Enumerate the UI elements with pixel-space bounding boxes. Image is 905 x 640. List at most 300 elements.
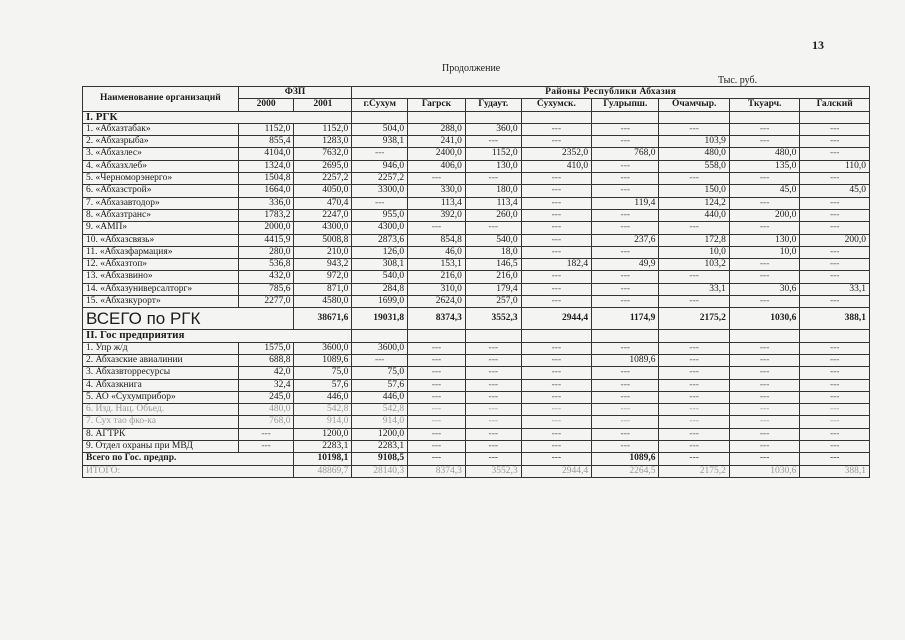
region-value-cell: --- [521,342,591,354]
region-value-cell: 2400,0 [408,148,466,160]
fzp-2000-cell: 1504,8 [238,173,294,185]
header-region: Сухумск. [521,99,591,111]
org-name-cell: 11. «Абхазфармация» [83,246,239,258]
region-value-cell: --- [465,136,521,148]
fzp-2000-cell: 336,0 [238,197,294,209]
header-region: г.Сухум [352,99,408,111]
fzp-2001-cell: 2257,2 [294,173,352,185]
fzp-2001-cell: 75,0 [294,367,352,379]
region-value-cell: --- [408,222,466,234]
total-row [83,308,870,330]
total-fzp-2001-cell: 48869,7 [294,465,352,477]
total-region-cell: 8374,3 [408,465,466,477]
table-row [83,136,870,148]
fzp-2001-cell: 871,0 [294,283,352,295]
region-value-cell: --- [729,173,799,185]
section-header-row [83,111,870,123]
region-value-cell: 1089,6 [592,354,659,366]
fzp-2000-cell: 245,0 [238,391,294,403]
region-value-cell: --- [659,416,729,428]
org-name-cell: 8. «Абхазтранс» [83,209,239,221]
table-row [83,148,870,160]
total-region-cell: 19031,8 [352,308,408,330]
fzp-2001-cell: 542,8 [294,404,352,416]
region-value-cell: 2283,1 [352,441,408,453]
total-region-cell: --- [521,453,591,465]
header-regions: Районы Республики Абхазия [352,87,870,99]
fzp-2000-cell: 855,4 [238,136,294,148]
region-value-cell: 2624,0 [408,296,466,308]
org-name-cell: 8. АГТРК [83,428,239,440]
fzp-2001-cell: 7632,0 [294,148,352,160]
total-row [83,465,870,477]
region-value-cell: --- [800,148,870,160]
table-row [83,354,870,366]
region-value-cell: --- [729,428,799,440]
region-value-cell: 504,0 [352,123,408,135]
region-value-cell: 955,0 [352,209,408,221]
org-name-cell: 15. «Абхазкурорт» [83,296,239,308]
region-value-cell: --- [592,404,659,416]
table-row [83,404,870,416]
region-value-cell: 938,1 [352,136,408,148]
region-value-cell: --- [800,354,870,366]
region-value-cell: --- [800,441,870,453]
region-value-cell: --- [521,173,591,185]
region-value-cell: --- [729,136,799,148]
fzp-2000-cell: 785,6 [238,283,294,295]
region-value-cell: --- [592,173,659,185]
region-value-cell: 113,4 [465,197,521,209]
region-value-cell: 360,0 [465,123,521,135]
region-value-cell: --- [465,342,521,354]
region-value-cell: --- [659,296,729,308]
org-name-cell: 7. Сух тао фко-ка [83,416,239,428]
empty-cell [465,111,521,123]
org-name-cell: 10. «Абхазсвязь» [83,234,239,246]
region-value-cell: --- [408,428,466,440]
region-value-cell: 179,4 [465,283,521,295]
region-value-cell: 4300,0 [352,222,408,234]
region-value-cell: --- [659,379,729,391]
region-value-cell: --- [800,136,870,148]
fzp-2001-cell: 446,0 [294,391,352,403]
org-name-cell: 3. «Абхазлес» [83,148,239,160]
region-value-cell: 46,0 [408,246,466,258]
region-value-cell: 540,0 [352,271,408,283]
fzp-2001-cell: 4300,0 [294,222,352,234]
region-value-cell: --- [521,404,591,416]
fzp-2001-cell: 57,6 [294,379,352,391]
org-name-cell: 12. «Абхазтоп» [83,259,239,271]
region-value-cell: --- [592,441,659,453]
continuation-label: Продолжение [442,63,501,74]
section-header-row [83,330,870,342]
region-value-cell: --- [800,173,870,185]
region-value-cell: 946,0 [352,160,408,172]
total-region-cell: 2175,2 [659,465,729,477]
table-row [83,185,870,197]
fzp-2000-cell: 536,8 [238,259,294,271]
region-value-cell: --- [800,404,870,416]
fzp-2001-cell: 4050,0 [294,185,352,197]
region-value-cell: --- [521,271,591,283]
region-value-cell: --- [592,379,659,391]
total-fzp-2001-cell: 38671,6 [294,308,352,330]
total-label: ИТОГО: [83,465,294,477]
fzp-2001-cell: 2695,0 [294,160,352,172]
org-name-cell: 3. Абхазвторресурсы [83,367,239,379]
fzp-2000-cell: 1324,0 [238,160,294,172]
region-value-cell: 2257,2 [352,173,408,185]
empty-cell [408,111,466,123]
region-value-cell: --- [352,148,408,160]
fzp-2000-cell: 1664,0 [238,185,294,197]
region-value-cell: --- [729,342,799,354]
empty-cell [592,111,659,123]
region-value-cell: --- [592,428,659,440]
region-value-cell: 330,0 [408,185,466,197]
empty-cell [729,330,799,342]
table-row [83,222,870,234]
region-value-cell: --- [521,246,591,258]
table-row [83,271,870,283]
region-value-cell: 130,0 [729,234,799,246]
region-value-cell: --- [465,428,521,440]
region-value-cell: --- [521,222,591,234]
region-value-cell: --- [800,246,870,258]
region-value-cell: --- [800,123,870,135]
region-value-cell: --- [800,296,870,308]
region-value-cell: --- [800,367,870,379]
org-name-cell: 9. Отдел охраны при МВД [83,441,239,453]
region-value-cell: --- [800,379,870,391]
fzp-2001-cell: 2247,0 [294,209,352,221]
region-value-cell: 182,4 [521,259,591,271]
total-row [83,453,870,465]
region-value-cell: 446,0 [352,391,408,403]
region-value-cell: --- [465,404,521,416]
org-name-cell: 4. «Абхазхлеб» [83,160,239,172]
region-value-cell: --- [408,416,466,428]
region-value-cell: --- [408,391,466,403]
fzp-2000-cell: 4415,9 [238,234,294,246]
region-value-cell: 150,0 [659,185,729,197]
fzp-2000-cell: 688,8 [238,354,294,366]
region-value-cell: --- [659,367,729,379]
org-name-cell: 2. Абхазские авиалинии [83,354,239,366]
fzp-2001-cell: 1200,0 [294,428,352,440]
region-value-cell: --- [521,296,591,308]
region-value-cell: 914,0 [352,416,408,428]
region-value-cell: --- [465,441,521,453]
region-value-cell: --- [408,367,466,379]
table-row [83,428,870,440]
empty-cell [521,111,591,123]
region-value-cell: --- [659,404,729,416]
region-value-cell: --- [729,367,799,379]
region-value-cell: --- [465,416,521,428]
empty-cell [408,330,466,342]
org-name-cell: 9. «АМП» [83,222,239,234]
region-value-cell: --- [352,197,408,209]
total-region-cell: 2944,4 [521,308,591,330]
region-value-cell: 216,0 [465,271,521,283]
region-value-cell: 75,0 [352,367,408,379]
empty-cell [352,330,408,342]
empty-cell [729,111,799,123]
region-value-cell: --- [521,283,591,295]
region-value-cell: 110,0 [800,160,870,172]
org-name-cell: 1. Упр ж/д [83,342,239,354]
header-org: Наименование организаций [83,87,239,112]
fzp-2000-cell: 280,0 [238,246,294,258]
region-value-cell: --- [729,391,799,403]
region-value-cell: 257,0 [465,296,521,308]
region-value-cell: 216,0 [408,271,466,283]
fzp-2000-cell: 4104,0 [238,148,294,160]
total-label: Всего по Гос. предпр. [83,453,294,465]
fzp-2001-cell: 3600,0 [294,342,352,354]
page-number: 13 [812,38,824,52]
table-row [83,296,870,308]
fzp-2001-cell: 210,0 [294,246,352,258]
region-value-cell: 480,0 [729,148,799,160]
region-value-cell: --- [729,404,799,416]
region-value-cell: 410,0 [521,160,591,172]
region-value-cell: --- [521,441,591,453]
table-row [83,209,870,221]
region-value-cell: --- [659,428,729,440]
region-value-cell: 558,0 [659,160,729,172]
table-row [83,123,870,135]
fzp-2000-cell: 1152,0 [238,123,294,135]
region-value-cell: --- [729,379,799,391]
region-value-cell: --- [521,234,591,246]
fzp-2001-cell: 914,0 [294,416,352,428]
table-row [83,160,870,172]
empty-cell [352,111,408,123]
region-value-cell: 49,9 [592,259,659,271]
region-value-cell: --- [729,259,799,271]
region-value-cell: --- [592,296,659,308]
table-row [83,391,870,403]
region-value-cell: 768,0 [592,148,659,160]
empty-cell [521,330,591,342]
org-name-cell: 6. «Абхазстрой» [83,185,239,197]
header-fzp: ФЗП [238,87,352,99]
fzp-2000-cell: 42,0 [238,367,294,379]
region-value-cell: --- [592,123,659,135]
region-value-cell: --- [408,354,466,366]
region-value-cell: 18,0 [465,246,521,258]
empty-cell [592,330,659,342]
fzp-2000-cell: 2277,0 [238,296,294,308]
org-name-cell: 5. АО «Сухумприбор» [83,391,239,403]
region-value-cell: 45,0 [800,185,870,197]
region-value-cell: --- [592,416,659,428]
fzp-2000-cell: 2000,0 [238,222,294,234]
header-year-2001: 2001 [294,99,352,111]
region-value-cell: --- [521,354,591,366]
total-region-cell: --- [729,453,799,465]
region-value-cell: 406,0 [408,160,466,172]
units-label: Тыс. руб. [718,75,758,86]
region-value-cell: 260,0 [465,209,521,221]
region-value-cell: 57,6 [352,379,408,391]
region-value-cell: --- [465,367,521,379]
region-value-cell: --- [729,123,799,135]
region-value-cell: --- [465,391,521,403]
region-value-cell: 33,1 [659,283,729,295]
region-value-cell: --- [408,379,466,391]
org-name-cell: 7. «Абхазавтодор» [83,197,239,209]
total-label: ВСЕГО по РГК [83,308,294,330]
region-value-cell: --- [521,136,591,148]
fzp-2000-cell: --- [238,428,294,440]
region-value-cell: --- [659,342,729,354]
region-value-cell: --- [800,428,870,440]
org-name-cell: 1. «Абхазтабак» [83,123,239,135]
total-fzp-2001-cell: 10198,1 [294,453,352,465]
org-name-cell: 4. Абхазкнига [83,379,239,391]
region-value-cell: --- [800,209,870,221]
total-region-cell: 1174,9 [592,308,659,330]
region-value-cell: 308,1 [352,259,408,271]
header-region: Галский [800,99,870,111]
table-row [83,173,870,185]
table-row [83,379,870,391]
fzp-2001-cell: 1152,0 [294,123,352,135]
region-value-cell: 124,2 [659,197,729,209]
fzp-2001-cell: 2283,1 [294,441,352,453]
table-row [83,246,870,258]
fzp-2000-cell: --- [238,441,294,453]
region-value-cell: --- [521,428,591,440]
region-value-cell: --- [465,379,521,391]
region-value-cell: 480,0 [659,148,729,160]
org-name-cell: 14. «Абхазуниверсалторг» [83,283,239,295]
org-name-cell: 5. «Черноморэнерго» [83,173,239,185]
region-value-cell: --- [521,209,591,221]
region-value-cell: --- [408,404,466,416]
region-value-cell: 540,0 [465,234,521,246]
region-value-cell: 1152,0 [465,148,521,160]
region-value-cell: 153,1 [408,259,466,271]
region-value-cell: --- [729,354,799,366]
total-region-cell: 3552,3 [465,308,521,330]
total-region-cell: 2944,4 [521,465,591,477]
section-title: II. Гос предприятия [83,330,352,342]
header-region: Гагрск [408,99,466,111]
empty-cell [800,111,870,123]
region-value-cell: 542,8 [352,404,408,416]
fzp-2000-cell: 32,4 [238,379,294,391]
region-value-cell: 310,0 [408,283,466,295]
total-region-cell: 388,1 [800,465,870,477]
total-region-cell: 388,1 [800,308,870,330]
fzp-2001-cell: 4580,0 [294,296,352,308]
total-region-cell: 9108,5 [352,453,408,465]
header-row-1 [83,87,870,99]
region-value-cell: --- [800,416,870,428]
total-region-cell: 1089,6 [592,453,659,465]
fzp-2001-cell: 5008,8 [294,234,352,246]
empty-cell [659,330,729,342]
total-region-cell: 2175,2 [659,308,729,330]
table-row [83,283,870,295]
region-value-cell: --- [800,391,870,403]
table-body [83,111,870,477]
region-value-cell: 392,0 [408,209,466,221]
header-region: Ткуарч. [729,99,799,111]
total-region-cell: 1030,6 [729,465,799,477]
org-name-cell: 13. «Абхазвино» [83,271,239,283]
total-region-cell: 8374,3 [408,308,466,330]
total-region-cell: --- [800,453,870,465]
header-region: Гулрыпш. [592,99,659,111]
region-value-cell: 200,0 [800,234,870,246]
region-value-cell: --- [659,391,729,403]
fzp-2000-cell: 1783,2 [238,209,294,221]
fzp-2001-cell: 972,0 [294,271,352,283]
section-title: I. РГК [83,111,352,123]
region-value-cell: --- [521,379,591,391]
table-row [83,259,870,271]
region-value-cell: --- [465,354,521,366]
region-value-cell: --- [592,342,659,354]
region-value-cell: 288,0 [408,123,466,135]
region-value-cell: --- [729,222,799,234]
region-value-cell: 119,4 [592,197,659,209]
fzp-2001-cell: 470,4 [294,197,352,209]
region-value-cell: --- [729,441,799,453]
region-value-cell: --- [592,136,659,148]
region-value-cell: --- [592,185,659,197]
region-value-cell: 284,8 [352,283,408,295]
region-value-cell: 3600,0 [352,342,408,354]
region-value-cell: --- [659,354,729,366]
region-value-cell: --- [729,197,799,209]
region-value-cell: 237,6 [592,234,659,246]
empty-cell [465,330,521,342]
region-value-cell: 1200,0 [352,428,408,440]
table-row [83,441,870,453]
table-row [83,342,870,354]
header-region: Гудаут. [465,99,521,111]
region-value-cell: --- [592,246,659,258]
region-value-cell: --- [592,367,659,379]
region-value-cell: --- [659,271,729,283]
region-value-cell: --- [408,342,466,354]
region-value-cell: 2352,0 [521,148,591,160]
region-value-cell: 10,0 [729,246,799,258]
payroll-table [82,86,870,478]
fzp-2001-cell: 943,2 [294,259,352,271]
header-region: Очамчыр. [659,99,729,111]
fzp-2001-cell: 1089,6 [294,354,352,366]
fzp-2000-cell: 432,0 [238,271,294,283]
region-value-cell: 3300,0 [352,185,408,197]
region-value-cell: 45,0 [729,185,799,197]
region-value-cell: --- [465,222,521,234]
region-value-cell: 103,9 [659,136,729,148]
total-region-cell: --- [659,453,729,465]
region-value-cell: --- [592,283,659,295]
region-value-cell: 126,0 [352,246,408,258]
region-value-cell: 30,6 [729,283,799,295]
total-region-cell: 3552,3 [465,465,521,477]
